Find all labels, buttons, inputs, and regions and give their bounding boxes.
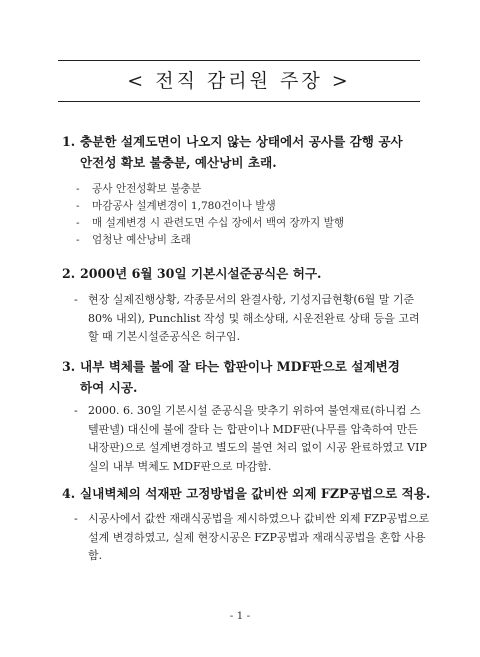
section-heading-line: 실내벽체의 석재판 고정방법을 값비싼 외제 FZP공법으로 적용. [80,486,431,501]
title-rule-top [58,60,420,61]
paragraph-text: 시공사에서 값싼 재래식공법을 제시하였으나 값비싼 외제 FZP공법으로 설계 변경하였고, 실제 현장시공은 FZP공법과 재래식공법을 혼합 사용함. [88,512,430,562]
section-4-paragraph [74,510,430,566]
section-1-bullets [76,181,426,249]
section-heading-line: 충분한 설계도면이 나오지 않는 상태에서 공사를 감행 공사 [80,134,403,149]
section-number: 1. [62,134,76,149]
section-number: 3. [62,359,76,374]
list-item-text: 엄청난 예산낭비 초래 [92,234,191,246]
page-title: < 전직 감리원 주장 > [127,70,351,92]
paragraph-text: 2000. 6. 30일 기본시설 준공식을 맞추기 위하여 불연재료(하니컴 스텔판넬) 대신에 불에 잘타 는 합판이나 MDF판(나무를 압축하여 만든 내장판)으로 설계변경하고 별도의 불연 처리 없이 시공 완료하였고 VIP실의 내부 벽체도 MDF판으로 마감함. [88,404,427,473]
section-2-heading [62,263,434,284]
section-heading-line: 내부 벽체를 불에 잘 타는 합판이나 MDF판으로 설계변경 [80,359,400,374]
list-item [76,232,426,249]
section-heading-line: 안전성 확보 불충분, 예산낭비 초래. [80,155,277,170]
list-item [76,181,426,198]
list-item-text: 매 설계변경 시 관련도면 수십 장에서 백여 장까지 발행 [92,217,345,229]
list-item-text: 공사 안전성확보 불충분 [92,183,202,195]
page-number: - 1 - [229,610,251,622]
section-4-heading [62,483,434,504]
bullet-marker: - [74,293,78,306]
list-item [76,198,426,215]
bullet-marker: - [76,234,80,246]
list-item-text: 마감공사 설계변경이 1,780건이나 발생 [92,200,276,212]
section-1-heading [62,131,434,173]
bullet-marker: - [76,183,80,195]
section-3-heading [62,356,434,398]
bullet-marker: - [76,217,80,229]
paragraph-text: 현장 실제진행상황, 각종문서의 완결사항, 기성지급현황(6월 말 기준 80% 내외), Punchlist 작성 및 해소상태, 시운전완료 상태 등을 고려할 때 기본시설준공식은 허구임. [88,293,420,343]
title-rule-bottom [58,101,420,102]
section-heading-line: 2000년 6월 30일 기본시설준공식은 허구. [80,266,322,281]
section-heading-line: 하여 시공. [80,380,138,395]
list-item [76,215,426,232]
section-number: 2. [62,266,76,281]
bullet-marker: - [74,512,78,525]
bullet-marker: - [74,404,78,417]
section-number: 4. [62,486,76,501]
section-3-paragraph [74,402,430,476]
bullet-marker: - [76,200,80,212]
section-2-paragraph [74,291,430,347]
